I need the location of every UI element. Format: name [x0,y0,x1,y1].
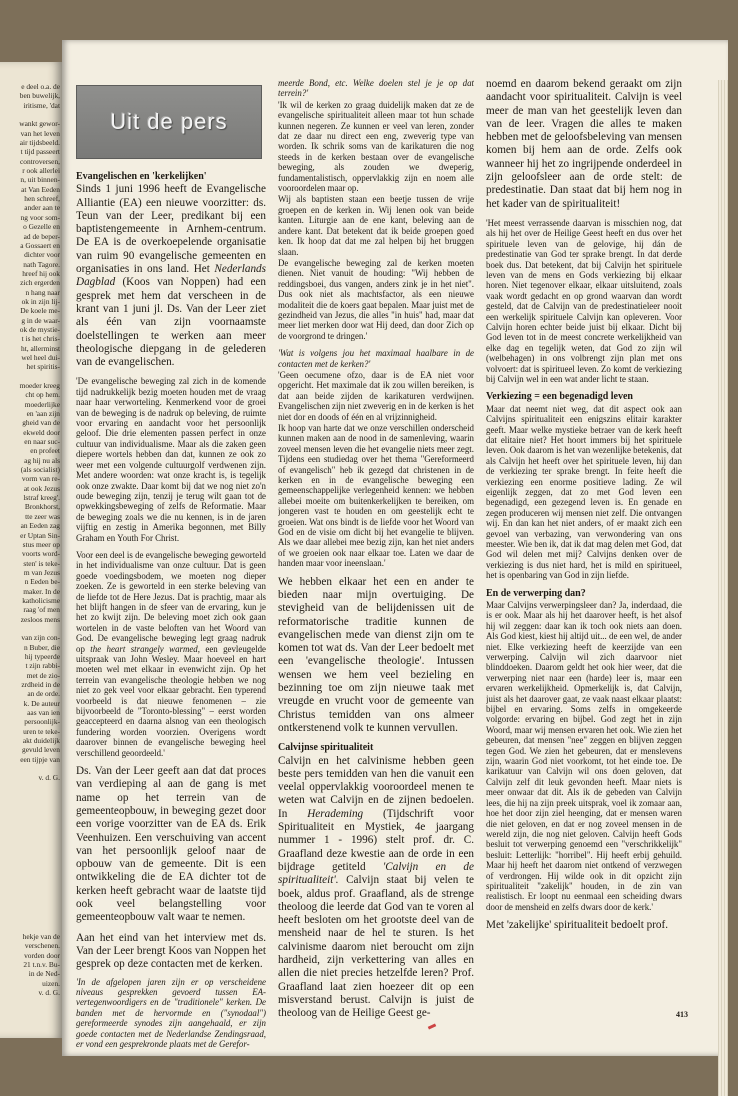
interview-question: 'Wat is volgens jou het maximaal haalbare in de contacten met de kerken?' [278,348,474,369]
prev-page-line: raag 'of men [23,605,60,615]
prev-page-line: r ook allerlei [22,166,60,176]
prev-page-line: wel heel dui- [21,352,60,362]
prev-page-line: van zijn con- [21,633,60,643]
prev-page-line: hen schreef, [24,194,60,204]
prev-page-line: a Gossaert en [20,240,60,250]
prev-page-line: zesloos mens [20,614,60,624]
prev-page-line [0,624,60,633]
answer-paragraph: Wij als baptisten staan een beetje tussen de vrije groepen en de kerken in. Wij lenen ook van beide kanten. Liturgie aan de ene kant, beleving aan de andere kant. Dat betekent dat ik beide groepen goed ken. Ik hoop dat dat me zal helpen bij het bruggen slaan. [278,194,474,257]
prev-page-line: m van Jezus [23,567,60,577]
prev-page-line: v. d. G. [38,773,60,783]
prev-page-line: wankt gewor- [19,119,60,129]
prev-page-line: stus meer op [22,539,60,549]
page-number: 413 [676,1010,688,1019]
prev-page-line: cht op hem. [25,390,60,400]
prev-page-line: uren te teke- [23,726,60,736]
page-stack-edge [718,80,728,1096]
prev-page-line: ad de beper- [23,231,60,241]
previous-page-edge [0,62,62,1038]
body-paragraph: We hebben elkaar het een en ander te bieden naar mijn overtuiging. De stevigheid van de belijdenissen uit de reformatorische traditie kunnen de evangelischen mede van dienst zijn om te komen tot wat ds. Van der Leer bedoelt met een 'evangelische theologie'. Intussen wensen we hem veel bezieling en bezinning toe om zijn nieuwe taak met vreugde en vrucht voor de gemeente van Christus temidden van ons almeer ontkerstenend volk te kunnen vervullen. [278,575,474,734]
prev-page-line: De koele me- [20,306,60,316]
lead-text-cont: (Koos van Noppen) had een gesprek met hem dat verscheen in de krant van 1 juni jl. Ds. Van der Leer ziet als één van zijn voornaamste doelstellingen te werken aan meer theologische diepgang in de gelederen van de evangelischen. [76,276,266,369]
prev-page-line: n, uit binnen- [20,175,60,185]
prev-page-line [0,764,60,773]
column-1 [76,168,266,1056]
prev-page-line: hij typeerde [24,651,60,661]
prev-page-line: at Van Eeden [21,184,60,194]
sub-heading: En de verwerping dan? [486,587,586,599]
prev-page-line: moeder kreeg [19,381,60,390]
prev-page-line: er Uptan Sin- [20,530,60,540]
prev-page-line: ekweld door [23,427,60,437]
prev-page-line: zrdheid in de [21,680,60,689]
prev-page-line: en naar suc- [24,437,60,447]
prev-page-line: Bronkhorst, [24,502,60,512]
body-paragraph: Calvijn en het calvinisme hebben geen beste pers temidden van hen die vanuit een veelal oppervlakkig vooroordeel menen te weten wat Calvijn en de zijnen bedoelen. In Herademing (Tijdschrift voor Spiritualiteit en Mystiek, 4e jaargang nummer 1 - 1996) stelt prof. dr. C. Graafland deze kwestie aan de orde in een bijdrage getiteld 'Calvijn en de spiritualiteit'. Calvijn staat bij velen te boek, aldus prof. Graafland, als de strenge theoloog die leerde dat God van te voren al heeft besloten om het grootste deel van de mensheid naar de hel te sturen. Is het calvinisme daarom niet beroucht om zijn hardheid, zijn verkettering van alles en allen die niet precies hetzelfde leren? Prof. Graafland laat zien hoezeer dit op een misverstand berust. Calvijn is juist de theoloog van de Heilige Geest ge- [278,754,474,1020]
column-2 [278,78,474,1027]
prev-page-line: van het leven [20,128,60,138]
interview-question: 'In de afgelopen jaren zijn er op verscheidene niveaus gesprekken gevoerd tussen EA-vertegenwoordigers en de "traditionele" kerken. De banden met de hervormde en ("synodaal") gereformeerde synodes zijn aangehaald, er zijn goede contacten met de Nederlandse Zendingsraad, er vond een gesprekronde plaats met de Gerefor- [76,976,266,1049]
body-paragraph: Met 'zakelijke' spiritualiteit bedoelt prof. [486,919,669,932]
prev-page-line: 21 t.n.v. Bu- [23,960,60,970]
prev-page-line: dichter voor [24,250,60,260]
prev-page-line: ht, allerminst [21,343,60,353]
prev-page-line: en 'aan zijn [26,409,60,419]
prev-page-line: verschenen. [24,941,60,951]
prev-page-line: ng voor som- [20,212,60,222]
prev-page-line: in de Ned- [28,969,60,979]
prev-page-line: controversen, [19,156,60,166]
prev-page-line: t tijd passeert [20,147,60,157]
prev-page-line: maker. In de [23,586,60,596]
prev-page-line [0,372,60,381]
prev-page-line: moederlijke [24,399,60,409]
prev-page-line: n hang naar [25,287,60,297]
prev-page-line: gevuld leven [22,745,60,755]
prev-page-line: vorden door [24,950,60,960]
prev-page-line: vorm van re- [21,474,60,484]
prev-page-line: ander aan te [24,203,60,213]
prev-page-line: ag hij nu als [24,455,60,465]
previous-page-text-fragments [0,82,60,783]
lead-text: Sinds 1 juni 1996 heeft de Evangelische Alliantie (EA) een nieuwe voorzitter: ds. Teun van der Leer, predikant bij een baptistengemeente in Arnhem-centrum. De EA is de overkoepelende organisatie van ruim 90 evangelische gemeenten en organisaties in ons land. Het [76,183,266,276]
quote-paragraph: Voor een deel is de evangelische beweging geworteld in het individualisme van onze cultuur. Dat is geen goede voedingsbodem, we moeten nog dieper zoeken. Ze is geworteld in een sterke beleving van de liefde tot de Here Jezus. Dat is prachtig, maar als het blijft hangen in de sfeer van de ervaring, kun je het zo kwijt zijn. De beleving moet zich ook gaan wortelen in de vaste beloften van het Woord van God. De evangelische beweging legt graag nadruk op the heart strangely warmed, een gevleugelde uitspraak van John Wesley. Maar hoeveel en hart moeten wel met elkaar in evenwicht zijn. Op het terrein van evangelische theologie hebben we nog niet zo gek veel voor elkaar gebracht. Een typerend voorbeeld is dat nieuwe fenomenen – zie bijvoorbeeld de "Toronto-blessing" – eerst worden geaccepteerd en daarna alsnog van een theologisch fundering worden voorzien. Overigens wordt daarover binnen de evangelische beweging heel verschillend geoordeeld.' [76,549,266,758]
prev-page-line: v. d. G. [38,988,60,998]
prev-page-line: tte zeer was [25,511,60,521]
section-title: Uit de pers [110,109,228,134]
prev-page-line [0,110,60,119]
answer-paragraph: Ik hoop van harte dat we onze verschillen onderscheid kunnen maken aan de nood in de samenleving, waarin zoveel mensen leven die het evangelie niets meer zegt. Tijdens een studiedag over het thema "Gereformeerd of evangelisch" heb ik gezegd dat christenen in de kerken en in de evangelische beweging een gemeenschappelijke verlegenheid kennen: we hebben allebei moeite om buitenkerkelijken te bereiken, om jongeren vast te houden en om geestelijk echt te groeien. Wat ons bindt is de liefde voor het Woord van God en de visie om dicht bij het evangelie te blijven. Als we daar allebei mee bezig zijn, kan het niet anders of we groeien ook naar elkaar toe. Laten we daar de handen maar voor ineenslaan.' [278,423,474,569]
prev-page-line: (als socialist) [20,465,60,475]
prev-page-line: zich ergerden [20,278,60,288]
quote-paragraph: 'De evangelische beweging zal zich in de komende tijd nadrukkelijk bezig moeten houden met de vraag naar haar verworteling. Kenmerkend voor de groei van de beweging is de nadruk op beleving, de ruimte voor ervaring en aandacht voor het persoonlijk geloof. Die drie elementen passen perfect in onze cultuur van individualisme. Maar als die zaken geen diepere wortels hebben dan dat, kunnen ze ook zo weer met een volgende cultuurgolf verdwenen zijn. Met andere woorden: wat onze kracht is, is tegelijk ook onze zwakte. Daar komt bij dat we nog niet zo'n oude beweging zijn, tenzij je terug wilt gaan tot de opwekkingsbeweging of zelfs de Reformatie. Maar de beweging zoals we die nu kennen, is in de jaren vijftig en zestig in Amerika begonnen, met Billy Graham en Youth For Christ. [76,376,266,543]
prev-page-line: o Gezelle en [23,222,60,232]
prev-page-line: an de orde. [27,689,60,699]
prev-page-line: t is het chris- [21,334,60,344]
prev-page-line: sten' is teke- [23,558,60,568]
prev-page-line: gheid van de [22,418,60,428]
prev-page-line: n Buber, die [23,642,60,652]
article-heading: Calvijnse spiritualiteit [278,742,374,754]
prev-page-line: at ook Jezus [23,483,60,493]
body-paragraph: Ds. Van der Leer geeft aan dat dat proces van verdieping al aan de gang is met name op het terrein van de gemeenteopbouw, in beweging gezet door een vorige voorzitter van de EA ds. Erik Veenhuizen. Een verschuiving van accent van het persoonlijk geloof naar de opbouw van de gemeente. Dit is een ontwikkeling die de EA dichter tot de kerken heeft gebracht waar de laatste tijd ook veel belangstelling voor gemeenteopbouw valt waar te nemen. [76,765,266,924]
answer-paragraph: De evangelische beweging zal de kerken moeten dienen. Niet vanuit de houding: "Wij hebben de reddingsboei, dus vangen, anders zink je in het niet". Dus ook niet als machtsfactor, als een nieuwe modaliteit die de koers gaat bepalen. Maar juist met de gezindheid van Jezus, die alles "in huis" had, maar dat meer liet merken door wat Hij deed, dan door Zich op de voorgrond te dringen.' [278,257,474,341]
prev-page-line: een tijpje van [20,754,60,764]
prev-page-line: met de zio- [26,670,60,680]
body-paragraph: Aan het eind van het interview met ds. Van der Leer brengt Koos van Noppen het gesprek op deze contacten met de kerken. [76,931,266,971]
column-3 [486,78,682,939]
prev-page-line: air tijdsbeeld. [19,138,60,148]
section-header-box [76,85,262,159]
prev-page-line: aas van ien [27,708,60,718]
prev-page-line: ben buwelijk, [19,91,60,101]
prev-page-line: lstraf kreeg'. [23,493,60,503]
prev-page-line: en profeet [30,446,60,456]
answer-paragraph: 'Geen oecumene ofzo, daar is de EA niet voor opgericht. Het maximale dat ik zou willen bereiken, is dat aan beide zijden de karikaturen verdwijnen. Evangelischen zijn niet zweverig en in de kerken is het niet dor en doods of één en al vrijzinnigheid. [278,369,474,422]
quote-paragraph: Maar Calvijns verwerpingsleer dan? Ja, inderdaad, die is er ook. Maar als hij het daarover heeft, is het alsof hij wil zeggen: daar kan ik toch ook niets aan doen. Als God kiest, kiest hij altijd uit... de een wel, de ander niet. Elke verkiezing heeft de keerzijde van een verwerping. Calvijn wil zich daarvoor niet blinddoeken. Daarom geldt het ook hier weer, dat die verwerping niet naar een (harde) leer is, maar een ervaren werkelijkheid. Opmerkelijk is, dat Calvijn, juist als het daarover gaat, ze vaak naast elkaar plaatst: bijbel en ervaring. Soms zelfs in omgekeerde volgorde: ervaring en bijbel. God zegt het in zijn Woord, maar wij mensen ervaren het ook. Wie zien het gebeuren, dat mensen "nee" zeggen en blijven zeggen tegen God. We zien het gebeuren, dat er menslevens zijn, waarin God niet voorkomt, tot het einde toe. De karikatuur van Calvijn wil ons doen geloven, dat Calvijn zelf dit leuk gevonden heeft. Maar niets is meer onwaar dat dit. Als ik de gebeden van Calvijn lees, die hij na zijn preek uitsprak, voel ik zomaar aan, hoe het door zijn ziel heenging, dat er mensen waren die niet geloven, en dat er nog zoveel mensen in de wereld zijn, die nog niet geloven. Calvijn heeft Gods besluit tot verwerping genoemd een "verschrikkelijk" besluit: Letterlijk: "horribel". Hij heeft erbij gehuild. Maar hij heeft het daarom niet ontkend of verzwegen of verdrongen. Hij wilde ook in dit opzicht zijn spiritualiteit "zakelijk" houden, in de zin van realistisch. Er loopt nu eenmaal een scheiding dwars door de mensheid en zelfs dwars door de kerk.' [486,599,682,912]
prev-page-line: nath Tagore. [23,259,60,269]
prev-page-line: hreef hij ook [22,268,60,278]
quote-paragraph: Maar dat neemt niet weg, dat dit aspect ook aan Calvijns spiritualiteit een enigszins elitair karakter geeft. Maar welke mystieke betraer van de kerk heeft dat elitaire niet? Het hoort immers bij het spirituele leven. Ook daarom is het van wezenlijke betekenis, dat als Calvijn het heeft over het spirituele leven, hij dan de verkiezing ter sprake brengt. In feite heeft die verkiezing een enorme positieve lading. Ze wil eigenlijk zeggen, dat zo met God leven een begenadigd, een gezegend leven is. En genade en zegen produceren wij mensen niet zelf. Die ontvangen wij. En dan kan het niet anders, of er maakt zich een gevoel van verbazing, van verwondering van ons meester. Wie ben ik, dat ik dat mag delen met God, dat God wil delen met mij? Calvijns denken over de verkiezing is dus niet hard, het is mild en spiritueel, het is openbaring van God in zijn liefde. [486,403,682,581]
prev-page-line: an Eeden zag [20,521,60,531]
prev-page-line: persoonlijk- [24,717,60,727]
prev-page-line: n Eeden be- [24,577,60,587]
lead-paragraph [76,183,266,369]
body-paragraph: noemd en daarom bekend geraakt om zijn aandacht voor spiritualiteit. Calvijn is veel meer de man van het geestelijk leven dan van de leer. Vragen die alles te maken hebben met de geloofsbeleving van mensen komen bij hem aan de orde. Zelfs ook wanneer hij het zo ingrijpende onderdeel in zijn geloofsleer aan de orde stelt: de predestinatie. Dan staat dat bij hem nog in het kader van de spiritualiteit! [486,78,682,210]
prev-page-line: uizen. [42,978,60,988]
prev-page-line: e deel o.a. de [21,82,60,91]
prev-page-line: ok de mystie- [19,324,60,334]
quote-paragraph: 'Het meest verrassende daarvan is misschien nog, dat als hij het over de Heilige Geest heeft en dus over het spirituele leven van de gelovige, hij dán de predestinatie van God ter sprake brengt. In dat derde boek dus. Dat betekent, dat bij Calvijn het spirituele leven van de mens en Gods verkiezing bij elkaar horen. Niet tegenover elkaar, elkaar uitsluitend, zoals vaak wordt gedacht en op grond waarvan dan wordt gesteld, dat de Calvijn van de predestinatieleer nooit een werkelijk spirituele Calvijn kan opleveren. Voor Calvijn horen echter beide juist bij elkaar. Dicht bij God leven tot in de meest concrete werkelijkheid van elke dag en tegelijk weten, dat God zo zijn wil (welbehagen) in ons volbrengt zijn plan met ons volvoert: dat is spiritueel leven. Zo komt de verkiezing bij Calvijn wel in een wat ander licht te staan. [486,217,682,385]
prev-page-line: hekje van de [22,932,60,941]
answer-paragraph: 'Ik wil de kerken zo graag duidelijk maken dat ze de evangelische spiritualiteit alleen maar tot hun schade kunnen negeren. Ze kunnen er veel van leren, zonder dat ze daar nu direct een eng, zweverig type van worden. Ik schrik soms van de karikaturen die nog steeds in de kerken bestaan over de evangelische beweging, als zouden we dweperig, fundamentalistisch, oppervlakkig zijn en noem alle vooroordelen maar op. [278,99,474,194]
magazine-page [62,40,728,1056]
prev-page-line: het spiritis- [26,362,60,372]
prev-page-line: akt duidelijk [22,736,60,746]
prev-page-line: ok in zijn lij- [21,296,60,306]
newspaper-title: Nederlands Dagblad [76,263,266,289]
prev-page-line: voorts word- [22,549,60,559]
prev-page-line: iritisme, 'dat [23,100,60,110]
prev-page-line: katholicisme [22,595,60,605]
sub-heading: Verkiezing = een begenadigd leven [486,391,633,403]
prev-page-line: g in de waar- [21,315,60,325]
interview-question-cont: meerde Bond, etc. Welke doelen stel je je op dat terrein?' [278,78,474,99]
article-heading: Evangelischen en 'kerkelijken' [76,171,207,182]
previous-page-text-fragments-bottom [0,932,60,997]
prev-page-line: k. De auteur [23,698,60,708]
prev-page-line: t zijn rabbi- [25,661,60,671]
